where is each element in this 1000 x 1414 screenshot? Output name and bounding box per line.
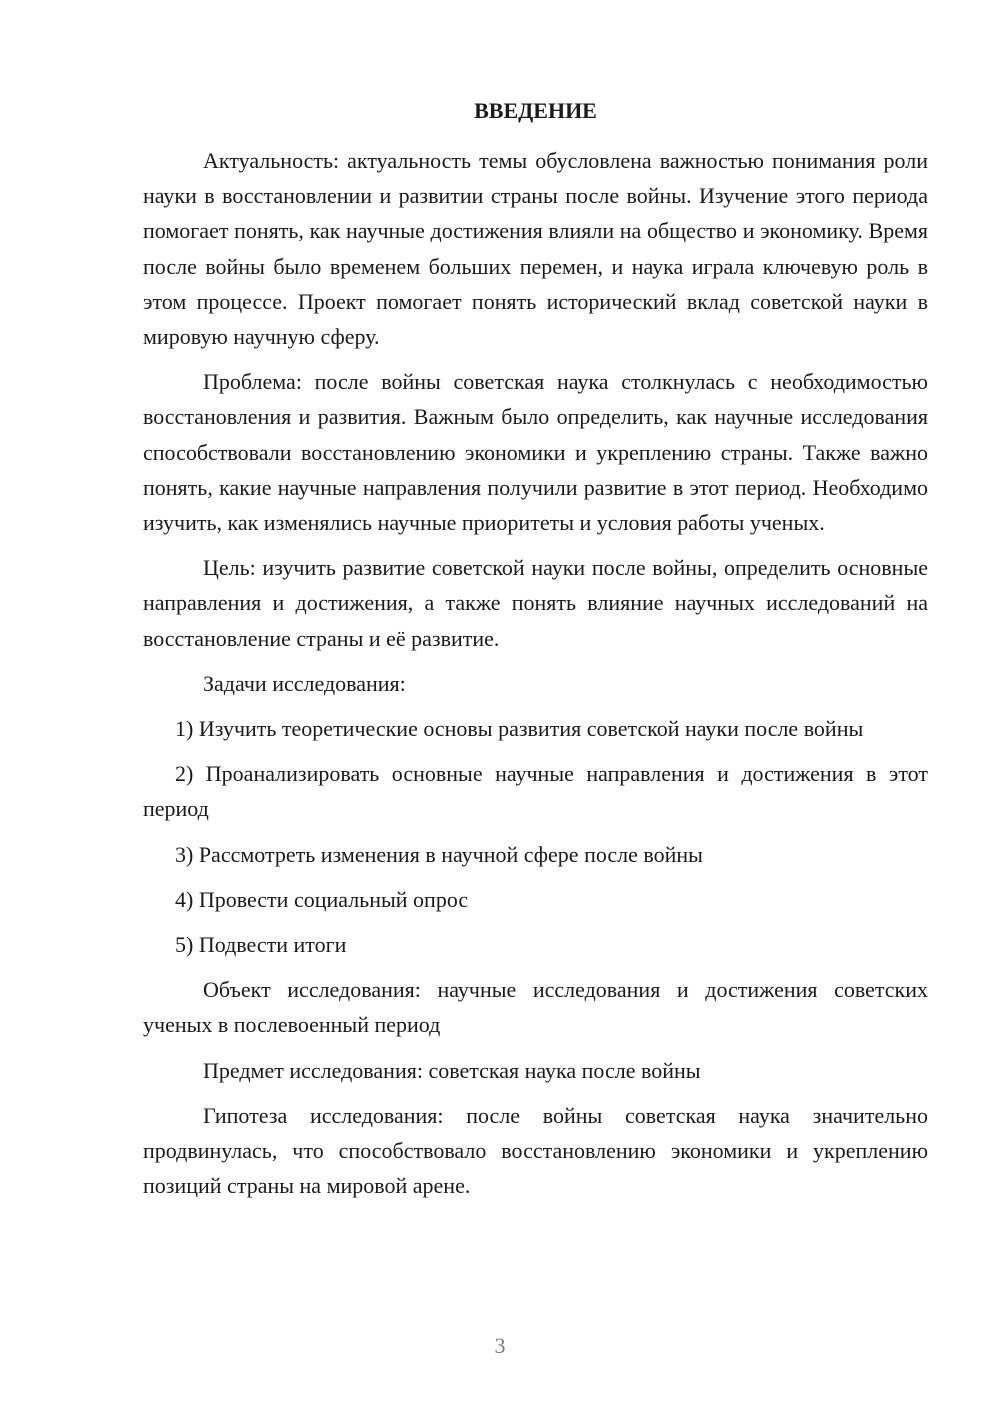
document-page [143, 96, 928, 1213]
goal-paragraph: Цель: изучить развитие советской науки после войны, определить основные направления и достижения, а также понять влияние научных исследований на восстановление страны и её развитие. [143, 555, 928, 651]
subject-paragraph: Предмет исследования: советская наука после войны [203, 1057, 701, 1083]
list-item: 4) Провести социальный опрос [175, 886, 469, 912]
list-item: 1) Изучить теоретические основы развития советской науки после войны [175, 716, 864, 742]
list-item: 5) Подвести итоги [175, 932, 347, 958]
object-paragraph: Объект исследования: научные исследования и достижения советских ученых в послевоенный период [143, 977, 928, 1038]
list-item: 3) Рассмотреть изменения в научной сфере после войны [175, 841, 703, 867]
page-title: ВВЕДЕНИЕ [474, 98, 597, 123]
relevance-paragraph: Актуальность: актуальность темы обусловлена важностью понимания роли науки в восстановлении и развитии страны после войны. Изучение этого периода помогает понять, как научные достижения влияли на общество и экономику. Время после войны было временем больших перемен, и наука играла ключевую роль в этом процессе. Проект помогает понять исторический вклад советской науки в мировую научную сферу. [143, 148, 928, 350]
tasks-title: Задачи исследования: [203, 670, 406, 696]
hypothesis-paragraph: Гипотеза исследования: после войны советская наука значительно продвинулась, что способствовало восстановлению экономики и укреплению позиций страны на мировой арене. [143, 1102, 928, 1199]
list-item: 2) Проанализировать основные научные направления и достижения в этот период [143, 761, 928, 822]
page-number: 3 [494, 1333, 506, 1358]
problem-paragraph: Проблема: после войны советская наука столкнулась с необходимостью восстановления и развития. Важным было определить, как научные исследования способствовали восстановлению экономики и укреплению страны. Также важно понять, какие научные направления получили развитие в этот период. Необходимо изучить, как изменялись научные приоритеты и условия работы ученых. [143, 369, 928, 536]
